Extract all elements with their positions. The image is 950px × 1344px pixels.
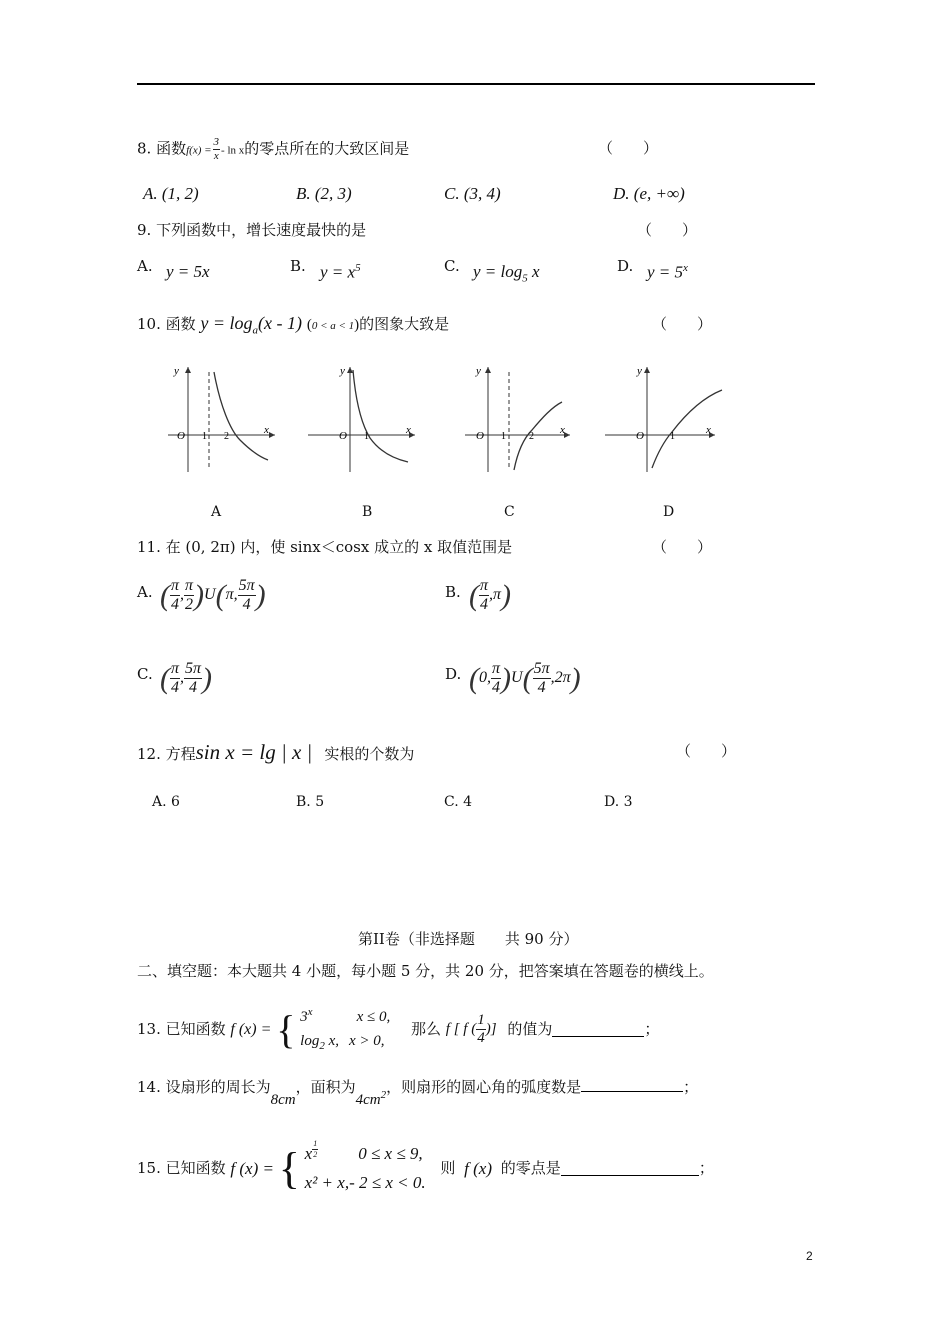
q10-graph-label-c: C — [504, 504, 515, 520]
origin-label: O — [339, 430, 347, 442]
page-number: 2 — [806, 1249, 813, 1263]
q9-option-d: $y = 5^x$ — [647, 262, 688, 282]
axis-x-label: x — [706, 424, 711, 436]
q10-graph-label-d: D — [663, 504, 675, 520]
q11-label-a: A. — [137, 583, 153, 601]
axis-x-label: x — [560, 424, 565, 436]
tick-label: 2 — [529, 431, 534, 442]
q11-option-b: ( $\frac{\pi}{4}$ ,π) — [469, 577, 512, 613]
q11-answer-bracket: （ ） — [652, 538, 713, 556]
q11-label-c: C. — [137, 665, 153, 683]
q10-graph-label-b: B — [362, 504, 373, 520]
axis-y-label: y — [340, 365, 345, 377]
arrow-icon — [564, 432, 570, 438]
curve — [652, 390, 722, 468]
q10-graph-label-a: A — [211, 504, 222, 520]
q10-graphs — [160, 360, 740, 480]
q12-stem: 12. 方程sin x = lg | x | 实根的个数为 — [137, 740, 415, 764]
q9-option-c: $y = \log_5 x$ — [473, 262, 540, 285]
curve — [353, 370, 408, 462]
axis-y-label: y — [637, 365, 642, 377]
q12-option-c: C. 4 — [444, 794, 473, 810]
tick-label: 2 — [224, 431, 229, 442]
q10-graph-c — [465, 365, 570, 472]
q10-graph-d — [605, 365, 722, 472]
q8-option-a: A. (1, 2) — [143, 184, 199, 203]
axis-y-label: y — [476, 365, 481, 377]
q11-label-d: D. — [445, 665, 462, 683]
q9-option-a: y = 5x — [166, 262, 210, 281]
axis-x-label: x — [406, 424, 411, 436]
tick-label: 1 — [202, 431, 207, 442]
q10-graph-b — [308, 365, 415, 472]
q9-stem: 9. 下列函数中，增长速度最快的是 — [137, 221, 367, 239]
arrow-icon — [347, 367, 353, 373]
q8-stem: 8. 函数f(x) = $\frac{3}{x}$ - ln x的零点所在的大致区间是 — [137, 136, 410, 162]
q8-option-c: C. (3, 4) — [444, 184, 501, 203]
arrow-icon — [644, 367, 650, 373]
axis-y-label: y — [174, 365, 179, 377]
q12-option-b: B. 5 — [296, 794, 325, 810]
section-title: 第II卷（非选择题 共 90 分） — [358, 930, 579, 948]
q12-answer-bracket: （ ） — [676, 742, 737, 760]
origin-label: O — [476, 430, 484, 442]
q14: 14. 设扇形的周长为8cm，面积为$4cm^2$，则扇形的圆心角的弧度数是 ； — [137, 1078, 699, 1108]
section-instructions: 二、填空题：本大题共 4 小题，每小题 5 分，共 20 分，把答案填在答题卷的横线上。 — [137, 962, 714, 980]
q9-label-b: B. — [290, 257, 306, 275]
tick-label: 1 — [364, 431, 369, 442]
q11-option-c: ( $\frac{\pi}{4}$ , $\frac{5\pi}{4}$ ) — [160, 660, 213, 696]
q8-answer-bracket: （ ） — [598, 139, 659, 157]
q9-label-d: D. — [617, 257, 634, 275]
answer-blank[interactable] — [552, 1022, 644, 1037]
q10-answer-bracket: （ ） — [652, 315, 713, 333]
tick-label: 1 — [501, 431, 506, 442]
q11-option-d: (0, $\frac{\pi}{4}$ )U( $\frac{5\pi}{4}$ ,2π) — [469, 660, 581, 696]
q15: 15. 已知函数 f (x) = { x $^{\frac{1}{2}}$ 0 ≤ x ≤ 9, x² + x,- 2 ≤ x < 0. 则 f (x) 的零点是 ； — [137, 1139, 714, 1193]
q11-label-b: B. — [445, 583, 461, 601]
q10-stem: 10. 函数 $y = \log_a(x - 1) (0 < a < 1)$的图象大致是 — [137, 313, 450, 337]
q11-stem: 11. 在 (0, 2π) 内，使 sinx＜cosx 成立的 x 取值范围是 — [137, 538, 513, 556]
q11-option-a: ( $\frac{\pi}{4}$ , $\frac{\pi}{2}$ )U(π, $\frac{5\pi}{4}$ ) — [160, 577, 266, 613]
q8-option-b: B. (2, 3) — [296, 184, 352, 203]
header-rule — [137, 83, 815, 85]
curve — [514, 402, 562, 470]
arrow-icon — [269, 432, 275, 438]
q9-option-b: $y = x^5$ — [320, 262, 361, 282]
q12-option-d: D. 3 — [604, 794, 633, 810]
tick-label: 1 — [670, 431, 675, 442]
answer-blank[interactable] — [561, 1161, 699, 1176]
answer-blank[interactable] — [581, 1077, 683, 1092]
q10-graph-a — [168, 365, 275, 472]
arrow-icon — [485, 367, 491, 373]
q13: 13. 已知函数 f (x) = { 3$^x$ x ≤ 0, $\log_2 x$, x > 0, 那么 f [ f ( $\frac{1}{4}$ )] 的值为 ； — [137, 1006, 660, 1052]
q12-option-a: A. 6 — [152, 794, 180, 810]
q8-option-d: D. (e, +∞) — [613, 184, 685, 203]
axis-x-label: x — [264, 424, 269, 436]
arrow-icon — [185, 367, 191, 373]
origin-label: O — [177, 430, 185, 442]
q9-answer-bracket: （ ） — [637, 221, 698, 239]
origin-label: O — [636, 430, 644, 442]
q9-label-c: C. — [444, 257, 460, 275]
q9-label-a: A. — [137, 257, 153, 275]
curve — [214, 372, 268, 460]
